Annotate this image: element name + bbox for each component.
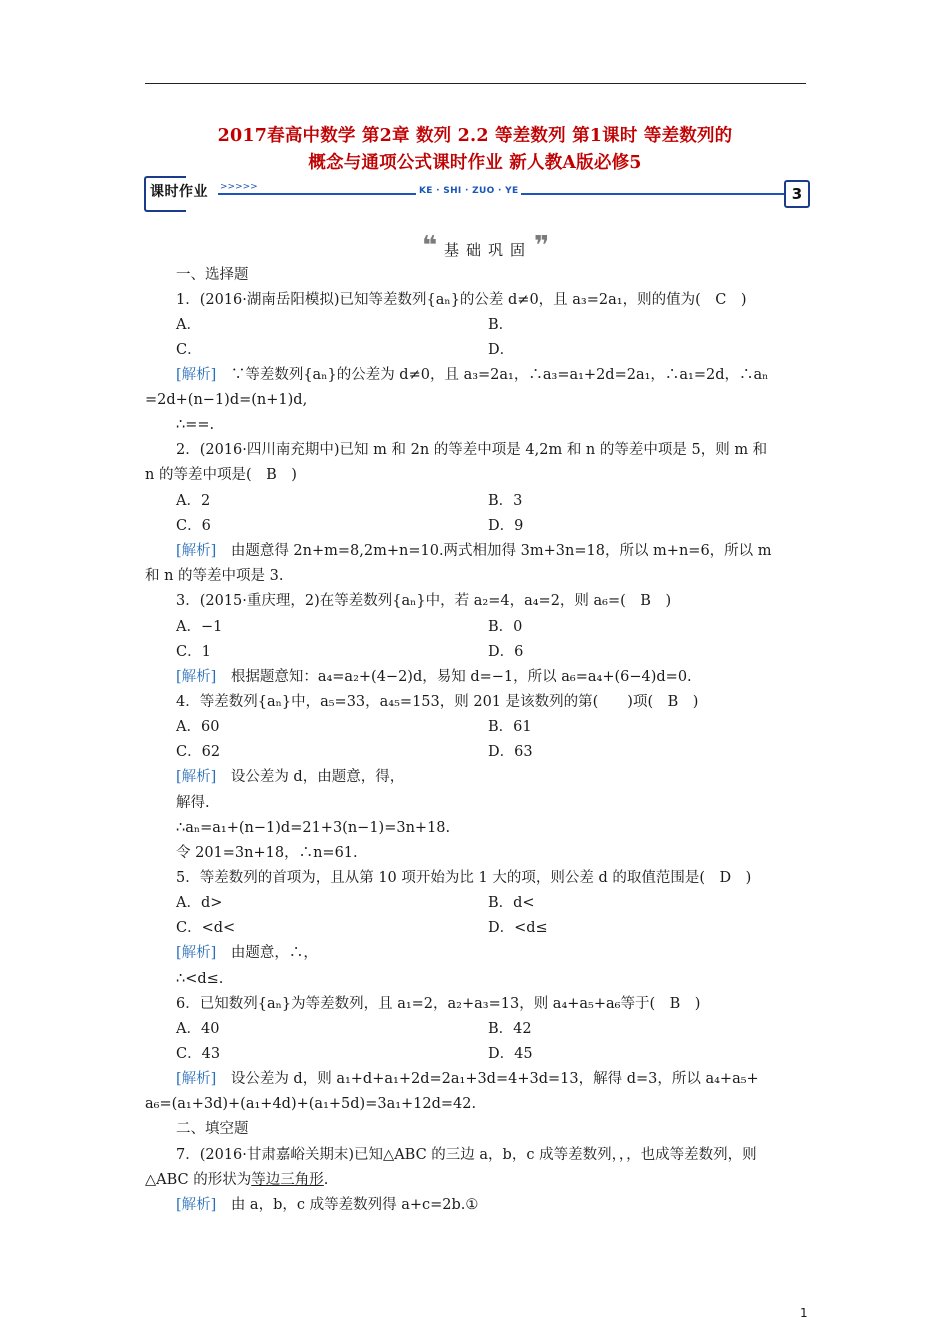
text-line: 一、选择题 (176, 267, 249, 283)
analysis-tag: [解析] (176, 769, 217, 785)
analysis-text: 由 a，b，c 成等差数列得 a+c=2b.① (216, 1197, 479, 1213)
section-heading-text: 基础巩固 (444, 241, 533, 259)
text-line: 1．(2016·湖南岳阳模拟)已知等差数列{aₙ}的公差 d≠0，且 a₃=2a₁，则的值为( C ) (176, 292, 747, 308)
document-title (135, 123, 815, 177)
banner-pinyin: KE · SHI · ZUO · YE (416, 186, 521, 196)
analysis-tag: [解析] (176, 543, 217, 559)
text-line: ∴aₙ=a₁+(n−1)d=21+3(n−1)=3n+18. (176, 820, 451, 836)
open-quote-icon: ❝ (422, 231, 438, 261)
text-line: D．<d≤ (488, 920, 548, 936)
analysis-tag: [解析] (176, 669, 217, 685)
analysis-tag: [解析] (176, 1071, 217, 1087)
banner-number: 3 (784, 180, 810, 208)
text-line: C．6 (176, 518, 211, 534)
homework-banner (144, 176, 807, 212)
text-line: a₆=(a₁+3d)+(a₁+4d)+(a₁+5d)=3a₁+12d=42. (145, 1096, 477, 1112)
solution-line (176, 541, 772, 561)
page-number: 1 (800, 1306, 808, 1320)
solution-line (176, 667, 692, 687)
title-line-2: 概念与通项公式课时作业 新人教A版必修5 (308, 153, 642, 173)
analysis-tag: [解析] (176, 1197, 217, 1213)
text-line: 4．等差数列{aₙ}中，a₅=33，a₄₅=153，则 201 是该数列的第( )项( B ) (176, 694, 699, 710)
text-line: A．40 (176, 1021, 220, 1037)
solution-line (176, 943, 318, 963)
text-line: 2．(2016·四川南充期中)已知 m 和 2n 的等差中项是 4,2m 和 n 的等差中项是 5，则 m 和 (176, 442, 768, 458)
text-line: B． (488, 317, 514, 333)
text-line: 解得. (176, 795, 210, 811)
text-line: 二、填空题 (176, 1121, 249, 1137)
section-heading (422, 233, 562, 259)
analysis-text: 设公差为 d，由题意，得， (216, 769, 405, 785)
text-line: B．d< (488, 895, 535, 911)
analysis-text: ∵等差数列{aₙ}的公差为 d≠0，且 a₃=2a₁，∴a₃=a₁+2d=2a₁，∴a₁=2d，∴aₙ (216, 367, 769, 383)
analysis-text: 设公差为 d，则 a₁+d+a₁+2d=2a₁+3d=4+3d=13，解得 d=3，所以 a₄+a₅+ (216, 1071, 759, 1087)
text-line: C．<d< (176, 920, 236, 936)
text-line: B．3 (488, 493, 523, 509)
text-line: 3．(2015·重庆理，2)在等差数列{aₙ}中，若 a₂=4，a₄=2，则 a₆=( B ) (176, 593, 672, 609)
text-line: D．63 (488, 744, 533, 760)
text-line: ∴==. (176, 417, 215, 433)
text-line: B．61 (488, 719, 532, 735)
solution-line (176, 365, 768, 385)
analysis-text: 根据题意知：a₄=a₂+(4−2)d，易知 d=−1，所以 a₆=a₄+(6−4)d=0. (216, 669, 692, 685)
text-line: 和 n 的等差中项是 3. (145, 568, 284, 584)
analysis-text: 由题意得 2n+m=8,2m+n=10.两式相加得 3m+3n=18，所以 m+n=6，所以 m (216, 543, 772, 559)
text-line: A．2 (176, 493, 211, 509)
text-line: D．9 (488, 518, 524, 534)
text-line: A．60 (176, 719, 220, 735)
banner-arrows-icon: >>>>> (220, 182, 258, 192)
text-line: 7．(2016·甘肃嘉峪关期末)已知△ABC 的三边 a，b，c 成等差数列，，，也成等差数列，则 (176, 1147, 757, 1163)
text-line: 6．已知数列{aₙ}为等差数列，且 a₁=2，a₂+a₃=13，则 a₄+a₅+a₆等于( B ) (176, 996, 701, 1012)
text-line: A． (176, 317, 201, 333)
text-line: D．45 (488, 1046, 533, 1062)
text-line: D． (488, 342, 515, 358)
text-line: C．43 (176, 1046, 221, 1062)
text-line: n 的等差中项是( B ) (145, 467, 297, 483)
text-line: ∴<d≤. (176, 971, 224, 987)
text-line: 5．等差数列的首项为，且从第 10 项开始为比 1 大的项，则公差 d 的取值范围是( D ) (176, 870, 752, 886)
analysis-tag: [解析] (176, 367, 217, 383)
text-line: C．62 (176, 744, 221, 760)
title-line-1: 2017春高中数学 第2章 数列 2.2 等差数列 第1课时 等差数列的 (217, 126, 733, 146)
top-rule (145, 83, 806, 84)
analysis-tag: [解析] (176, 945, 217, 961)
analysis-text: 由题意，∴， (216, 945, 318, 961)
text-line: =2d+(n−1)d=(n+1)d, (145, 392, 308, 408)
text-line: C．1 (176, 644, 211, 660)
text-line: B．0 (488, 619, 523, 635)
text-line: C． (176, 342, 202, 358)
text-line: 令 201=3n+18，∴n=61. (176, 845, 358, 861)
answer-underlined: 等边三角形 (251, 1172, 324, 1188)
banner-label: 课时作业 (150, 184, 208, 200)
text-line: △ABC 的形状为等边三角形. (145, 1172, 329, 1188)
solution-line (176, 767, 404, 787)
text-line: B．42 (488, 1021, 532, 1037)
text-line: D．6 (488, 644, 524, 660)
text-line: A．−1 (176, 619, 223, 635)
text-line: A．d> (176, 895, 223, 911)
solution-line (176, 1195, 478, 1215)
close-quote-icon: ❞ (534, 231, 550, 261)
solution-line (176, 1069, 759, 1089)
